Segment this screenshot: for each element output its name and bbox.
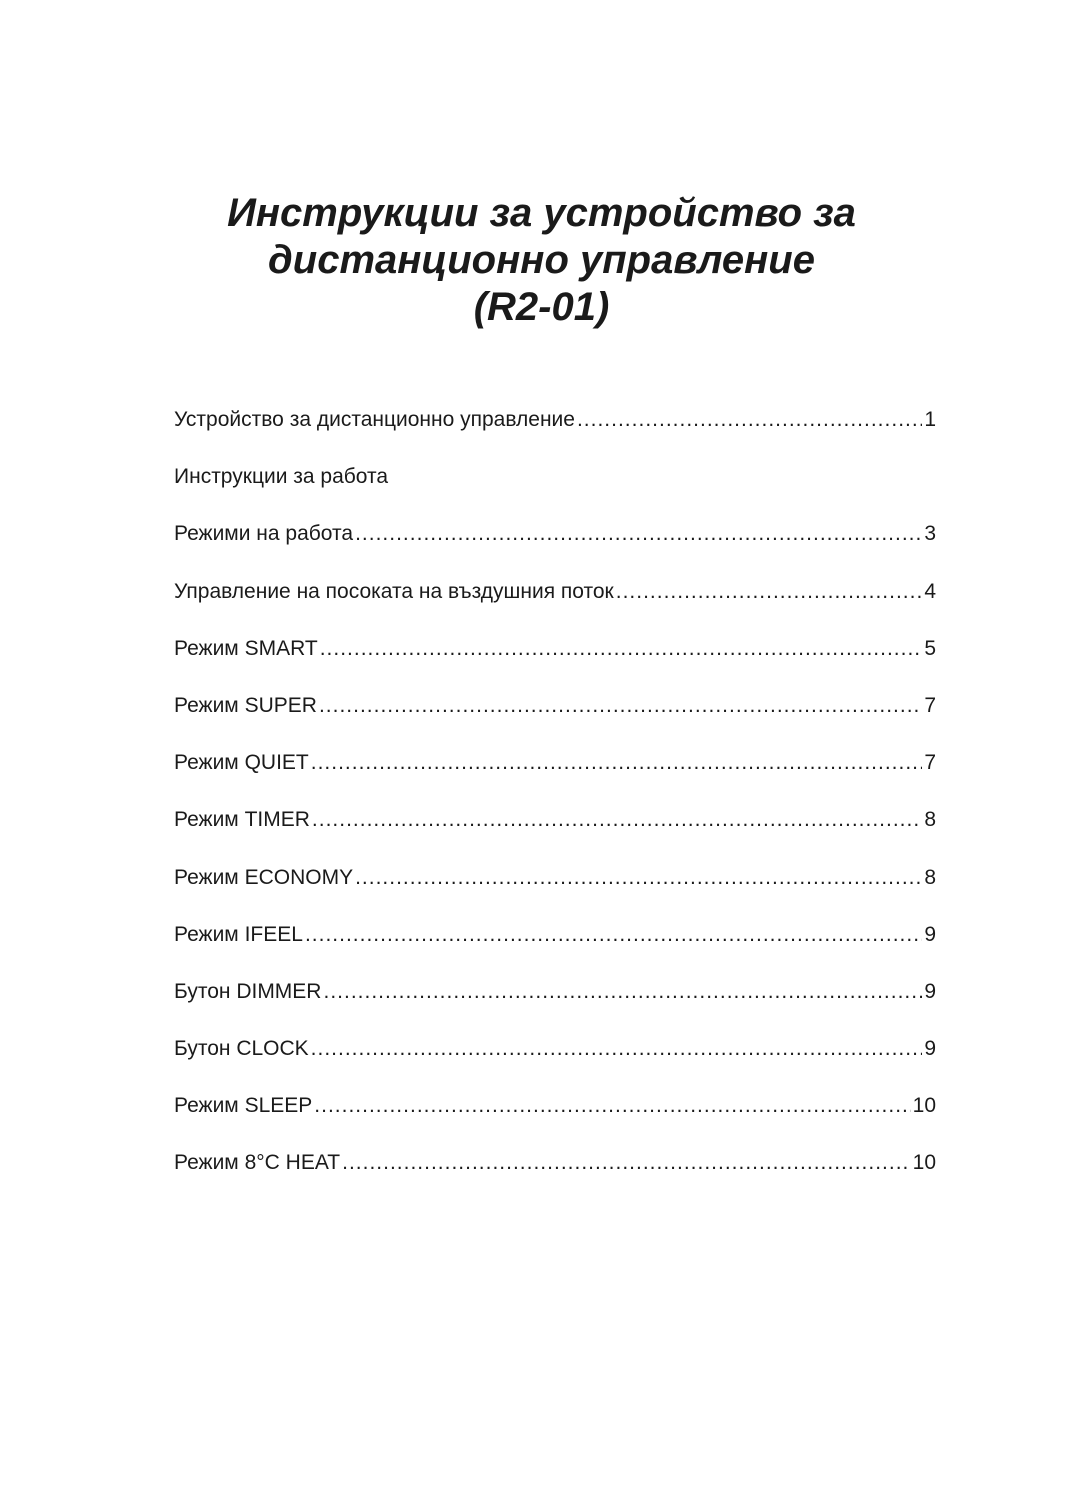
toc-entry-page: 9 bbox=[924, 979, 936, 1003]
toc-entry-label: Бутон DIMMER bbox=[174, 979, 322, 1003]
toc-entry bbox=[174, 574, 936, 631]
toc-entry-label: Режим QUIET bbox=[174, 751, 309, 775]
toc-entry bbox=[174, 1088, 936, 1145]
toc-entry-label: Режим SLEEP bbox=[174, 1094, 313, 1118]
title-line: Инструкции за устройство за bbox=[227, 191, 856, 235]
toc-entry bbox=[174, 688, 936, 745]
toc-entry bbox=[174, 802, 936, 859]
toc-entry-page: 10 bbox=[912, 1151, 936, 1175]
toc-entry bbox=[174, 631, 936, 688]
toc-entry-page: 7 bbox=[924, 751, 936, 775]
toc-leader-dots bbox=[319, 688, 922, 724]
toc-leader-dots bbox=[311, 745, 923, 781]
title-line: дистанционно управление bbox=[268, 238, 815, 282]
toc-entry-label: Режим TIMER bbox=[174, 808, 310, 832]
toc-entry-label: Режим IFEEL bbox=[174, 922, 303, 946]
toc-entry bbox=[174, 1031, 936, 1088]
toc-leader-dots bbox=[342, 1145, 911, 1181]
toc-entry-page: 8 bbox=[924, 808, 936, 832]
toc-entry-page: 8 bbox=[924, 865, 936, 889]
toc-entry-label: Управление на посоката на въздушния поток bbox=[174, 579, 614, 603]
toc-entry-label: Режими на работа bbox=[174, 522, 354, 546]
toc-entry-page: 9 bbox=[924, 922, 936, 946]
toc-leader-dots bbox=[355, 860, 922, 896]
toc-entry-label: Инструкции за работа bbox=[174, 465, 389, 489]
toc-entry-page: 7 bbox=[924, 693, 936, 717]
toc-leader-dots bbox=[323, 974, 922, 1010]
toc-leader-dots bbox=[312, 802, 922, 838]
toc-leader-dots bbox=[305, 917, 922, 953]
toc-leader-dots bbox=[311, 1031, 923, 1067]
toc-entry-page: 1 bbox=[924, 408, 936, 431]
title-model: (R2-01) bbox=[473, 285, 610, 329]
toc-entry bbox=[174, 974, 936, 1031]
toc-leader-dots bbox=[577, 402, 922, 438]
toc-leader-dots bbox=[320, 631, 923, 667]
toc-entry-page: 10 bbox=[912, 1094, 936, 1118]
toc-entry-label: Режим SMART bbox=[174, 636, 318, 660]
toc-entry-page: 9 bbox=[924, 1037, 936, 1061]
document-title bbox=[0, 190, 1083, 331]
toc-entry-page: 4 bbox=[924, 579, 936, 603]
toc-entry bbox=[174, 860, 936, 917]
toc-entry-page: 5 bbox=[924, 636, 936, 660]
table-of-contents bbox=[174, 402, 936, 1203]
toc-entry bbox=[174, 917, 936, 974]
toc-entry bbox=[174, 1145, 936, 1202]
toc-entry bbox=[174, 402, 936, 459]
toc-leader-dots bbox=[616, 574, 923, 610]
toc-entry-label: Режим ECONOMY bbox=[174, 865, 354, 889]
toc-leader-dots bbox=[355, 516, 922, 552]
toc-entry-page: 3 bbox=[924, 522, 936, 546]
toc-leader-dots bbox=[314, 1088, 910, 1124]
toc-entry-label: Устройство за дистанционно управление bbox=[174, 408, 575, 431]
toc-entry-label: Режим 8°C HEAT bbox=[174, 1151, 341, 1175]
toc-entry bbox=[174, 745, 936, 802]
toc-entry bbox=[174, 516, 936, 573]
toc-entry-label: Бутон CLOCK bbox=[174, 1037, 309, 1061]
toc-entry bbox=[174, 459, 936, 516]
toc-entry-label: Режим SUPER bbox=[174, 693, 317, 717]
